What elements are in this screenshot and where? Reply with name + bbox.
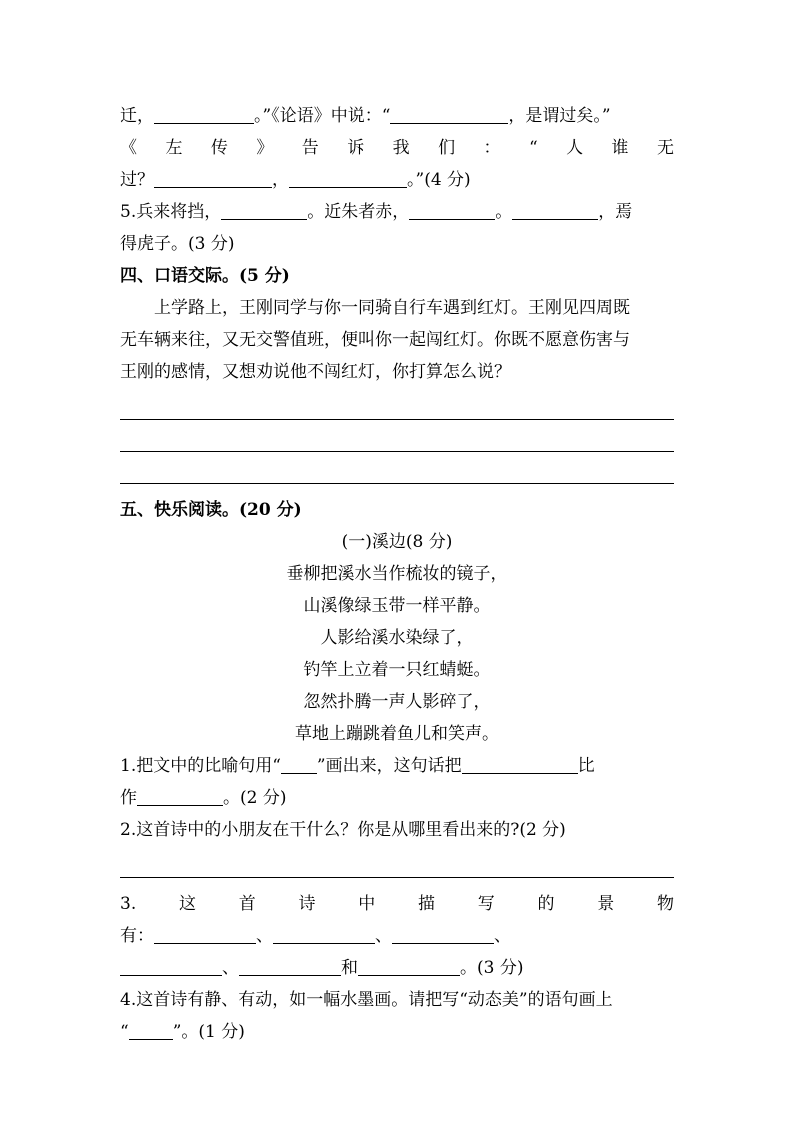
text: ，是谓过矣。” <box>508 106 611 126</box>
answer-blank[interactable] <box>154 169 272 188</box>
text: 5.兵来将挡， <box>120 202 222 222</box>
answer-blank[interactable] <box>154 925 256 944</box>
text: 诉 <box>347 138 365 158</box>
answer-blank[interactable] <box>273 925 375 944</box>
fill-line-guo <box>120 164 674 196</box>
poem-line: 草地上蹦跳着鱼儿和笑声。 <box>295 724 499 744</box>
text: 首 <box>238 894 256 914</box>
answer-blank[interactable] <box>221 201 307 220</box>
spacer <box>120 484 674 494</box>
answer-line[interactable] <box>120 420 674 452</box>
question-5-cont <box>120 228 674 260</box>
answer-blank[interactable] <box>358 957 460 976</box>
text: 告 <box>301 138 319 158</box>
text: ”。(1 分) <box>172 1022 245 1042</box>
text: ”画出来，这句话把 <box>316 756 462 776</box>
text: 、 <box>494 926 511 946</box>
text: 得虎子。(3 分) <box>120 234 235 254</box>
text: 人 <box>566 138 584 158</box>
text: 无 <box>656 138 674 158</box>
worksheet-page <box>120 100 674 1048</box>
answer-line[interactable] <box>120 452 674 484</box>
text: 比 <box>577 756 595 776</box>
text: 有： <box>120 926 154 946</box>
answer-blank[interactable] <box>409 201 495 220</box>
answer-blank[interactable] <box>239 957 341 976</box>
question-2: 2.这首诗中的小朋友在干什么？你是从哪里看出来的?(2 分) <box>120 820 566 840</box>
poem-line: 钓竿上立着一只红蜻蜓。 <box>303 660 491 680</box>
text: 的 <box>537 894 555 914</box>
question-3-cont <box>120 920 674 952</box>
poem-title: (一)溪边(8 分) <box>341 532 453 552</box>
underline-sample <box>281 755 317 774</box>
question-3 <box>120 888 674 920</box>
text: 、 <box>256 926 273 946</box>
answer-line[interactable] <box>120 846 674 878</box>
answer-blank[interactable] <box>390 105 508 124</box>
text: 这 <box>178 894 196 914</box>
answer-line[interactable] <box>120 388 674 420</box>
text: 景 <box>597 894 615 914</box>
text: ，焉 <box>598 202 633 222</box>
section-4-title: 四、口语交际。(5 分) <box>120 266 290 286</box>
text: 。”(4 分) <box>407 170 471 190</box>
poem-line: 垂柳把溪水当作梳妆的镜子， <box>286 564 508 584</box>
spacer <box>120 878 674 888</box>
answer-blank[interactable] <box>120 957 222 976</box>
text: 、 <box>222 958 239 978</box>
question-5 <box>120 196 674 228</box>
poem-line: 忽然扑腾一声人影碎了， <box>303 692 491 712</box>
answer-blank[interactable] <box>512 201 598 220</box>
text: 过？ <box>120 170 154 190</box>
text: 、 <box>375 926 392 946</box>
passage-line: 无车辆来往，又无交警值班，便叫你一起闯红灯。你既不愿意伤害与 <box>120 330 630 350</box>
passage-line: 上学路上，王刚同学与你一同骑自行车遇到红灯。王刚见四周既 <box>154 298 630 318</box>
text: 诗 <box>298 894 316 914</box>
text: 。近朱者赤， <box>307 202 410 222</box>
text: 1.把文中的比喻句用“ <box>120 756 281 776</box>
text: 》 <box>256 138 274 158</box>
text: 迁， <box>120 106 154 126</box>
text: 描 <box>417 894 435 914</box>
text: 。”《论语》中说：“ <box>254 106 391 126</box>
fill-line-lunyu <box>120 100 674 132</box>
question-3-cont <box>120 952 674 984</box>
poem-line: 山溪像绿玉带一样平静。 <box>303 596 491 616</box>
text: 3. <box>120 894 137 914</box>
fill-line-zuozhuan <box>120 132 674 164</box>
passage-line: 王刚的感情，又想劝说他不闯红灯，你打算怎么说？ <box>120 362 511 382</box>
question-1 <box>120 750 674 782</box>
text: ， <box>272 170 289 190</box>
text: 作 <box>120 788 137 808</box>
text: 们 <box>438 138 456 158</box>
text: “ <box>120 1022 129 1042</box>
text: 。(2 分) <box>223 788 287 808</box>
answer-blank[interactable] <box>392 925 494 944</box>
poem-line: 人影给溪水染绿了， <box>320 628 474 648</box>
text: 写 <box>477 894 495 914</box>
text: 我 <box>392 138 410 158</box>
text: 传 <box>210 138 228 158</box>
answer-blank[interactable] <box>289 169 407 188</box>
answer-blank[interactable] <box>137 787 223 806</box>
text: “ <box>528 138 538 158</box>
text: 中 <box>358 894 376 914</box>
text: 和 <box>341 958 358 978</box>
text: 《 <box>120 138 137 158</box>
text: 左 <box>165 138 183 158</box>
answer-blank[interactable] <box>462 755 578 774</box>
question-4-cont <box>120 1016 674 1048</box>
text: 谁 <box>611 138 629 158</box>
text: 。 <box>495 202 513 222</box>
question-4: 4.这首诗有静、有动，如一幅水墨画。请把写“动态美”的语句画上 <box>120 990 613 1010</box>
text: ： <box>483 138 501 158</box>
section-5-title: 五、快乐阅读。(20 分) <box>120 500 302 520</box>
underline-sample <box>129 1021 173 1040</box>
question-1-cont <box>120 782 674 814</box>
answer-blank[interactable] <box>154 105 254 124</box>
text: 物 <box>656 894 674 914</box>
text: 。(3 分) <box>460 958 524 978</box>
